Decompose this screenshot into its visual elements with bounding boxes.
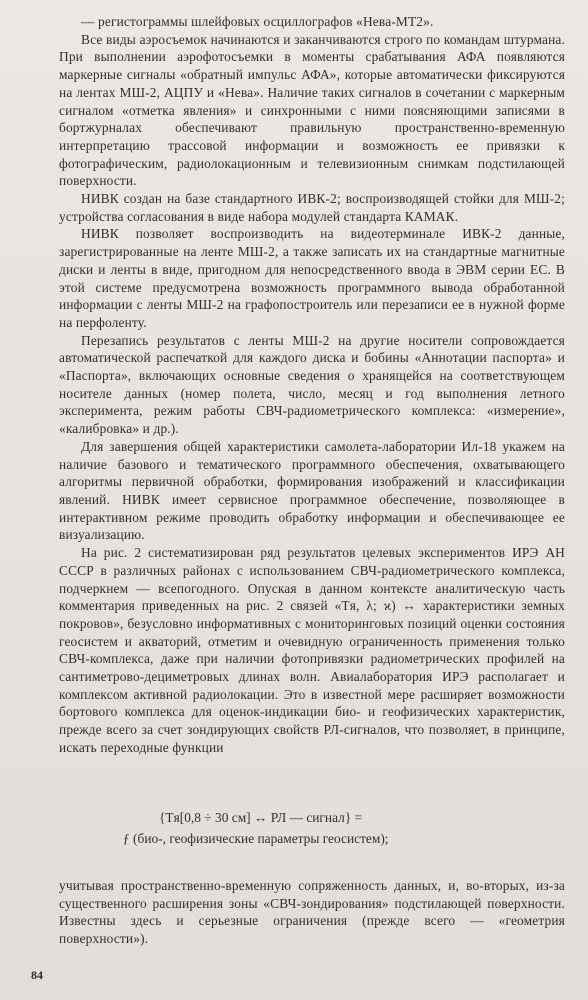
paragraph-7: На рис. 2 систематизирован ряд результатов целевых экспериментов ИРЭ АН СССР в различных районах с использованием СВЧ-радиометрического комплекса, подчеркнем — всепогодного. Опуская в данном контексте аналитическую часть комментария приведенных на рис. 2 связей «Tя, λ; ϰ) ↔ характеристики земных покровов», безусловно информативных с мониторинговых позиций оценки состояния геосистем и акваторий, отметим и очевидную ограниченность применения только СВЧ-комплекса, даже при наличии фотопривязки радиометрических профилей на сантиметрово-дециметровых длинах волн. Авиалаборатория ИРЭ располагает и комплексом активной радиолокации. Это в известной мере расширяет возможности бортового комплекса для оценок-индикации био- и геофизических характеристик, прежде всего за счет зондирующих свойств РЛ-сигналов, что позволяет, в принципе, искать переходные функции xyxy=(59,545,565,755)
paragraph-1: — регистограммы шлейфовых осциллографов «Нева-МТ2». xyxy=(81,14,434,29)
body-text xyxy=(59,13,565,757)
paragraph-5: Перезапись результатов с ленты МШ-2 на другие носители сопровождается автоматической распечаткой для каждого диска и бобины «Аннотации паспорта» и «Паспорта», включающих основные сведения о хранящейся на соответствующем носителе данных (номер полета, число, месяц и год выполнения летного эксперимента, режим работы СВЧ-радиометрического комплекса: «измерение», «калибровка» и др.). xyxy=(59,332,565,437)
formula-line-2: ƒ (био-, геофизические параметры геосистем); xyxy=(123,831,389,846)
paragraph-2: Все виды аэросъемок начинаются и заканчиваются строго по командам штурмана. При выполнении аэрофотосъемки в моменты срабатывания АФА появляются маркерные сигналы «обратный импульс АФА», которые автоматически фиксируются на лентах МШ-2, АЦПУ и «Нева». Наличие таких сигналов в сочетании с маркерным сигналом «отметка явления» и синхронными с ними поясняющими записями в бортжурналах обеспечивают правильную пространственно-временную интерпретацию трассовой информации и возможность ее привязки к фотографическим, радиолокационным и телевизионным снимкам подстилающей поверхности. xyxy=(59,31,565,189)
page-number: 84 xyxy=(31,968,43,982)
continuation-paragraph: учитывая пространственно-временную сопряженность данных, и, во-вторых, из-за существенного расширения зоны «СВЧ-зондирования» подстилающей поверхности. Известны здесь и серьезные ограничения (прежде всего — «геометрия поверхности»). xyxy=(59,878,565,947)
formula-line-1: {Tя[0,8 ÷ 30 см] ↔ РЛ — сигнал} = xyxy=(159,810,363,825)
paragraph-4: НИВК позволяет воспроизводить на видеотерминале ИВК-2 данные, зарегистрированные на ленте МШ-2, а также записать их на стандартные магнитные диски и ленты в виде, пригодном для непосредственного ввода в ЭВМ серии ЕС. В этой системе предусмотрена возможность программного вывода обработанной информации с ленты МШ-2 на графопостроитель или перезаписи ее в нужной форме на перфоленту. xyxy=(59,226,565,330)
paragraph-3: НИВК создан на базе стандартного ИВК-2; воспроизводящей стойки для МШ-2; устройства согласования в виде набора модулей стандарта КАМАК. xyxy=(59,191,565,224)
formula xyxy=(59,807,565,849)
paragraph-6: Для завершения общей характеристики самолета-лаборатории Ил-18 укажем на наличие базового и тематического программного обеспечения, охватывающего алгоритмы первичной обработки, формирования изображений и классификации явлений. НИВК имеет сервисное программное обеспечение, позволяющее в интерактивном режиме проводить обработку информации и обеспечивающее ее визуализацию. xyxy=(59,438,565,543)
